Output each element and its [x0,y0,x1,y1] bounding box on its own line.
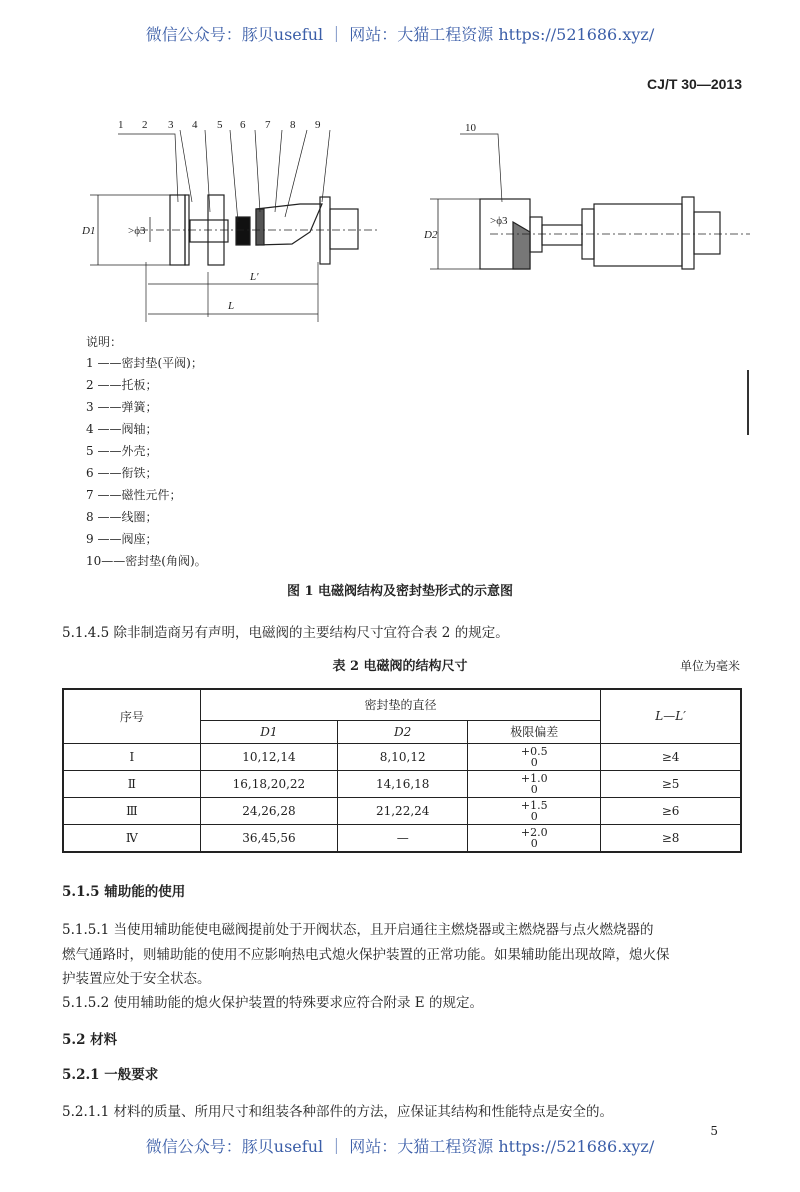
cell-tolerance [468,824,601,852]
cell-tolerance [468,770,601,797]
dim-phi-label-right: >ϕ3 [490,215,508,227]
margin-mark [747,370,749,435]
header-d1: D1 [200,720,337,743]
tol-lower: 0 [530,836,538,850]
table-unit: 单位为毫米 [679,659,740,673]
right-valve-drawing [430,134,750,269]
dim-lp-label: L′ [250,271,259,283]
header-diameter: 密封垫的直径 [200,689,600,720]
cell-no: Ⅰ [63,743,200,770]
cell-tolerance [468,743,601,770]
header-tolerance: 极限偏差 [468,720,601,743]
clause-5-1-5-1-line3: 护装置应处于安全状态。 [62,971,211,987]
cell-d2: — [338,824,468,852]
legend-item: 7 ——磁性元件； [86,488,182,502]
table-title: 表 2 电磁阀的结构尺寸 [332,659,468,674]
clause-5-2-1-1: 5.2.1.1 材料的质量、所用尺寸和组装各种部件的方法，应保证其结构和性能特点是安全的。 [62,1104,614,1120]
tol-upper: +2.0 [520,825,548,839]
part-label: 8 [290,119,296,131]
cell-no: Ⅱ [63,770,200,797]
part-label: 10 [465,122,476,134]
legend-item: 3 ——弹簧； [86,400,158,414]
legend-item: 4 ——阀轴； [86,422,158,436]
watermark-bottom: 微信公众号：豚贝useful ｜ 网站：大猫工程资源 https://521686.xyz/ [145,1137,655,1156]
legend-item: 1 ——密封垫(平阀)； [86,356,203,370]
cell-d1: 36,45,56 [200,824,337,852]
tol-upper: +1.5 [520,798,548,812]
part-label: 9 [315,119,321,131]
legend-item: 10——密封垫(角阀)。 [86,554,207,568]
cell-l: ≥5 [601,770,741,797]
cell-tolerance [468,797,601,824]
legend-title: 说明： [86,335,123,349]
cell-no: Ⅲ [63,797,200,824]
legend-item: 2 ——托板； [86,378,158,392]
cell-l: ≥8 [601,824,741,852]
table-row [63,770,741,797]
cell-d1: 10,12,14 [200,743,337,770]
clause-5-1-5-1-line2: 燃气通路时，则辅助能的使用不应影响热电式熄火保护装置的正常功能。如果辅助能出现故障，熄火保 [62,947,670,963]
cell-l: ≥6 [601,797,741,824]
dim-l-label: L [228,300,235,312]
table-row [63,743,741,770]
standard-number: CJ/T 30—2013 [647,76,742,92]
cell-d1: 16,18,20,22 [200,770,337,797]
dim-d1-label: D1 [82,225,96,237]
legend-item: 8 ——线圈； [86,510,158,524]
dim-phi-label: >ϕ3 [128,225,146,237]
solenoid-valve-diagram [60,112,760,322]
dimension-table [62,688,742,853]
tol-upper: +0.5 [520,744,548,758]
section-5-2-1: 5.2.1 一般要求 [62,1067,159,1083]
table-row [63,797,741,824]
header-d2: D2 [338,720,468,743]
cell-l: ≥4 [601,743,741,770]
cell-d2: 21,22,24 [338,797,468,824]
part-label: 6 [240,119,246,131]
part-label: 3 [168,119,174,131]
cell-no: Ⅳ [63,824,200,852]
part-label: 7 [265,119,271,131]
clause-5-1-4-5: 5.1.4.5 除非制造商另有声明，电磁阀的主要结构尺寸宜符合表 2 的规定。 [62,625,509,641]
figure-caption: 图 1 电磁阀结构及密封垫形式的示意图 [286,584,514,599]
legend-item: 5 ——外壳； [86,444,158,458]
section-5-2: 5.2 材料 [62,1032,118,1048]
legend-item: 9 ——阀座； [86,532,158,546]
tol-lower: 0 [530,755,538,769]
part-label: 2 [142,119,148,131]
dim-d2-label: D2 [424,229,438,241]
header-l: L—L′ [601,689,741,743]
cell-d2: 14,16,18 [338,770,468,797]
header-no: 序号 [63,689,200,743]
tol-upper: +1.0 [520,771,548,785]
tol-lower: 0 [530,782,538,796]
clause-5-1-5-1-line1: 5.1.5.1 当使用辅助能使电磁阀提前处于开阀状态，且开启通往主燃烧器或主燃烧器与点火燃烧器的 [62,922,654,938]
page-number: 5 [710,1124,718,1138]
table-row [63,824,741,852]
watermark-top: 微信公众号：豚贝useful ｜ 网站：大猫工程资源 https://521686.xyz/ [145,25,655,44]
part-label: 1 [118,119,124,131]
tol-lower: 0 [530,809,538,823]
part-label: 4 [192,119,198,131]
part-label: 5 [217,119,223,131]
section-5-1-5: 5.1.5 辅助能的使用 [62,884,186,900]
cell-d1: 24,26,28 [200,797,337,824]
clause-5-1-5-2: 5.1.5.2 使用辅助能的熄火保护装置的特殊要求应符合附录 E 的规定。 [62,995,483,1011]
legend-item: 6 ——衔铁； [86,466,158,480]
cell-d2: 8,10,12 [338,743,468,770]
